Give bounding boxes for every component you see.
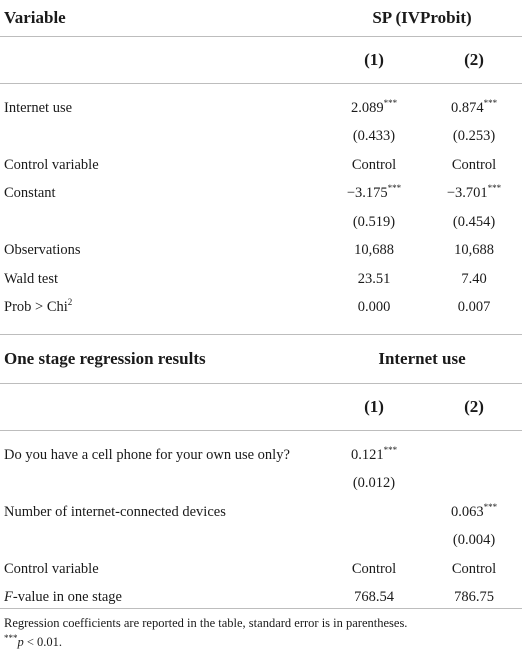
table-row — [0, 294, 522, 323]
cell-col2: 0.063*** — [450, 501, 498, 520]
prob-chi-label: Prob > Chi$^2$ — [4, 297, 73, 316]
section2-variable-header: One stage regression results — [0, 335, 322, 384]
table-row — [0, 431, 522, 470]
cell-col1: −3.175*** — [346, 183, 402, 202]
cell-col2: 10,688 — [454, 242, 494, 259]
row-label: Internet use — [4, 99, 73, 116]
fvalue-v1: 768.54 — [354, 589, 394, 606]
row-label — [0, 470, 322, 499]
section1-blank-cell — [0, 37, 322, 84]
table-row — [0, 123, 522, 152]
cell-col1: 2.089*** — [350, 97, 398, 116]
fvalue-label: F-value in one stage — [4, 589, 122, 606]
fvalue-v2: 786.75 — [454, 589, 494, 606]
cell-col2: 7.40 — [461, 270, 487, 287]
table-row — [0, 180, 522, 209]
cell-col1: 10,688 — [354, 242, 394, 259]
section2-header-row — [0, 335, 522, 384]
section1-group-header: SP (IVProbit) — [322, 0, 522, 37]
section2-colnum-row — [0, 384, 522, 431]
section1-body — [0, 84, 522, 294]
section2-col1-header: (1) — [322, 384, 426, 431]
section2-group-header: Internet use — [322, 335, 522, 384]
row-label: Control variable — [4, 560, 99, 577]
table-row — [0, 84, 522, 123]
cell-col1 — [322, 498, 426, 527]
table-row — [0, 555, 522, 584]
row-label: Do you have a cell phone for your own use only? — [4, 446, 290, 463]
table-notes — [4, 614, 518, 652]
row-label: Wald test — [4, 270, 58, 287]
cell-col1: (0.433) — [352, 128, 396, 145]
row-label: Control variable — [4, 156, 99, 173]
cell-col2: Control — [451, 156, 497, 173]
cell-col1: 23.51 — [357, 270, 391, 287]
section2-body — [0, 431, 522, 584]
cell-col2: 0.874*** — [450, 97, 498, 116]
cell-col2 — [426, 470, 522, 499]
table-row — [0, 527, 522, 556]
row-label — [0, 208, 322, 237]
row-label: Number of internet-connected devices — [4, 503, 226, 520]
row-label — [0, 527, 322, 556]
section1-col1-header: (1) — [322, 37, 426, 84]
table-row — [0, 265, 522, 294]
cell-col1: 0.121*** — [350, 444, 398, 463]
table-row — [0, 208, 522, 237]
section1-col2-header: (2) — [426, 37, 522, 84]
row-label — [0, 123, 322, 152]
row-label: Observations — [4, 242, 81, 259]
cell-col1: (0.519) — [352, 213, 396, 230]
note-line-2: ***p < 0.01. — [4, 632, 63, 649]
cell-col1 — [322, 527, 426, 556]
cell-col2 — [426, 431, 522, 470]
row-label: Constant — [4, 185, 56, 202]
table-row — [0, 151, 522, 180]
section1-variable-header: Variable — [0, 0, 322, 37]
section2-col2-header: (2) — [426, 384, 522, 431]
prob-chi-v1: 0.000 — [357, 299, 391, 316]
cell-col1: Control — [351, 156, 397, 173]
table-row — [0, 237, 522, 266]
cell-col1: (0.012) — [352, 475, 396, 492]
table-bottom-rule — [0, 608, 522, 609]
prob-chi-v2: 0.007 — [457, 299, 491, 316]
cell-col2: (0.004) — [452, 532, 496, 549]
section1-header-row — [0, 0, 522, 37]
cell-col2: (0.253) — [452, 128, 496, 145]
cell-col2: (0.454) — [452, 213, 496, 230]
cell-col2: Control — [451, 560, 497, 577]
cell-col2: −3.701*** — [446, 183, 502, 202]
note-line-1: Regression coefficients are reported in the table, standard error is in parentheses. — [4, 616, 408, 630]
section1-colnum-row — [0, 37, 522, 84]
section2-blank-cell — [0, 384, 322, 431]
table-row — [0, 498, 522, 527]
cell-col1: Control — [351, 560, 397, 577]
spacer-row — [0, 322, 522, 335]
table-row — [0, 470, 522, 499]
